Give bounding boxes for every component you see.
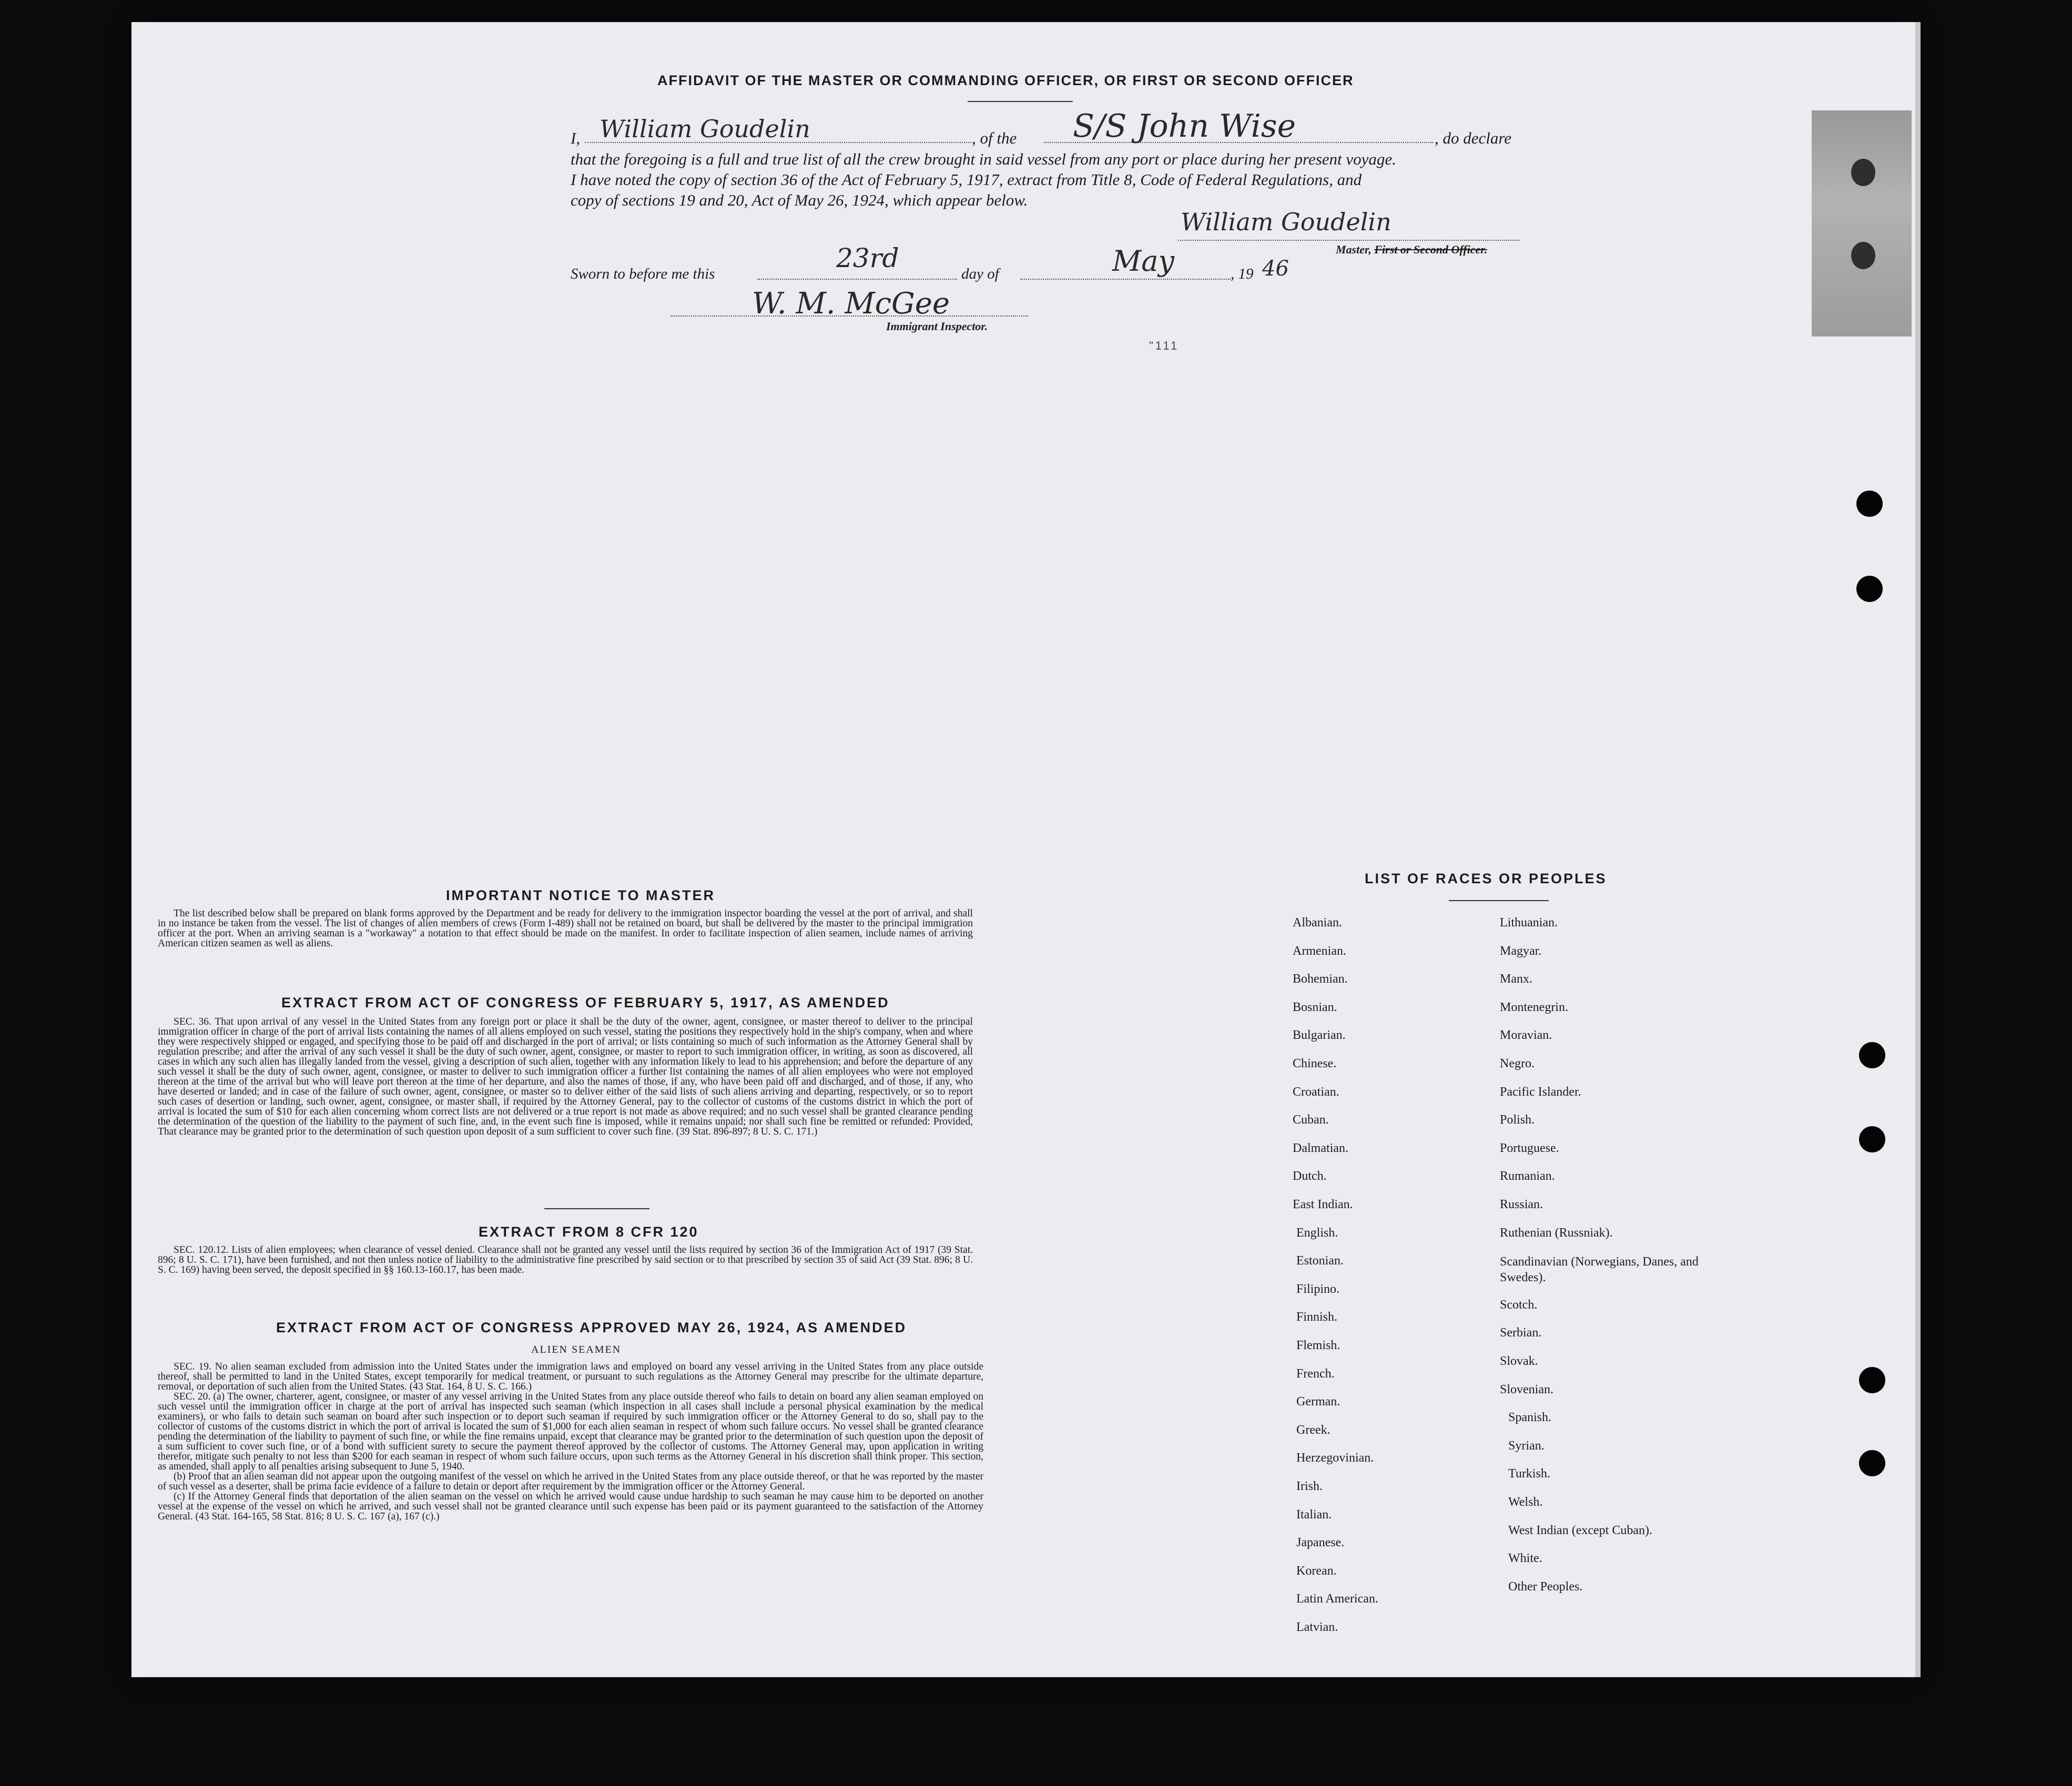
races-title: LIST OF RACES OR PEOPLES — [1365, 871, 1607, 886]
master-caption-1: Master, — [1336, 243, 1372, 256]
do-declare-label: , do declare — [1435, 129, 1512, 147]
race-item-right: Manx. — [1500, 972, 1532, 986]
punch-hole — [1851, 159, 1875, 186]
race-item-left: Latin American. — [1296, 1592, 1378, 1606]
race-item-left: Korean. — [1296, 1564, 1337, 1578]
notice-paragraph: The list described below shall be prepared on blank forms approved by the Department and be ready for delivery to the immigration inspector boarding the vessel at the port of arrival, and shall in no instance be taken from the vessel. The list of changes of alien members of crews (Form I-489) shall not be retained on board, but shall be delivered by the master to the principal immigration officer at the port. When an arriving seaman is a "workaway" a notation to that effect should be made on the manifest. In order to facilitate inspection of alien seamen, include names of arriving American citizen seamen as well as aliens. — [158, 908, 973, 949]
affidavit-i: I, — [571, 129, 581, 147]
sec-20b-paragraph: (b) Proof that an alien seaman did not appear upon the outgoing manifest of the vessel on which he arrived in the United States from any place outside thereof, or that he was reported by the master of such vessel as a deserter, shall be prima facie evidence of a failure to detain or deport after requirement by the immigration officer or the Attorney General. — [158, 1471, 983, 1492]
section-rule — [544, 1208, 649, 1209]
punch-hole — [1859, 1367, 1885, 1393]
affidavit-line-2: that the foregoing is a full and true list of all the crew brought in said vessel from any port or place during her present voyage. — [571, 150, 1396, 168]
race-item-left: Flemish. — [1296, 1339, 1340, 1352]
race-item-left: German. — [1296, 1395, 1340, 1409]
sec-36-paragraph: SEC. 36. That upon arrival of any vessel in the United States from any foreign port or place it shall be the duty of the owner, agent, consignee, or master thereof to deliver to the principal immigration officer in charge of the port of arrival lists containing the names of all aliens employed on such vessel, stating the positions they respectively hold in the ship's company, when and where they were respectively shipped or engaged, and specifying those to be paid off and discharged in the port of arrival; or lists containing so much of such information as the Attorney General shall by regulation prescribe; and after the arrival of any such vessel it shall be the duty of such owner, agent, consignee, or master to report to such immigration officer, in writing, as soon as discovered, all cases in which any such alien has illegally landed from the vessel, giving a description of such alien, together with any information likely to lead to his apprehension; and before the departure of any such vessel it shall be the duty of such owner, agent, consignee, or master to deliver to such immigration officer a further list containing the names of all alien employees who were not employed thereon at the time of the arrival but who will leave port thereon at the time of her departure, and also the names of those, if any, who have been paid off and discharged, and of those, if any, who have deserted or landed; and in case of the failure of such owner, agent, consignee, or master so to deliver either of the said lists of such aliens arriving and departing, respectively, or so to report such cases of desertion or landing, such owner, agent, consignee, or master shall, if required by the Attorney General, pay to the collector of customs of the customs district in which the port of arrival is located the sum of $10 for each alien concerning whom correct lists are not delivered or a true report is not made as above required; and no such vessel shall be granted clearance pending the determination of the question of the liability to the payment of such fine, and, in the event such fine is imposed, while it remains unpaid; nor shall such fine be remitted or refunded: Provided, That clearance may be granted prior to the determination of such question upon deposit of a sum sufficient to cover such fine. (39 Stat. 896-897; 8 U. S. C. 171.) — [158, 1016, 973, 1137]
sworn-month-line — [1020, 279, 1231, 280]
binding-tape — [1812, 110, 1912, 336]
race-item-right: West Indian (except Cuban). — [1508, 1523, 1652, 1537]
race-item-left: Dalmatian. — [1293, 1141, 1348, 1155]
race-item-right: Other Peoples. — [1508, 1579, 1583, 1594]
extract-cfr-body — [158, 1245, 973, 1275]
race-item-left: Japanese. — [1296, 1536, 1345, 1550]
of-the-label: , of the — [972, 129, 1017, 147]
race-item-left: Cuban. — [1293, 1113, 1329, 1127]
master-caption-2: First or Second Officer. — [1374, 243, 1488, 256]
race-item-right: Slovak. — [1500, 1354, 1538, 1368]
race-item-left: Estonian. — [1296, 1254, 1344, 1268]
notice-body — [158, 909, 973, 948]
race-item-left: Herzegovinian. — [1296, 1451, 1374, 1465]
race-item-left: Croatian. — [1293, 1085, 1339, 1099]
extract-1924-title: EXTRACT FROM ACT OF CONGRESS APPROVED MAY 26, 1924, AS AMENDED — [276, 1320, 907, 1335]
race-item-right: Magyar. — [1500, 944, 1542, 958]
title-rule — [968, 101, 1073, 102]
races-rule — [1449, 900, 1549, 901]
race-item-right: Montenegrin. — [1500, 1000, 1568, 1014]
extract-1917-body — [158, 1017, 973, 1137]
vessel-name: S/S John Wise — [1073, 108, 1296, 145]
race-item-left: Filipino. — [1296, 1282, 1340, 1296]
race-item-right: Serbian. — [1500, 1326, 1542, 1340]
race-item-left: Latvian. — [1296, 1620, 1338, 1634]
race-item-left: Finnish. — [1296, 1310, 1338, 1324]
race-item-right: Moravian. — [1500, 1028, 1552, 1043]
sworn-day: 23rd — [836, 243, 899, 273]
inspector-caption: Immigrant Inspector. — [886, 320, 988, 333]
race-item-right: Scandinavian (Norwegians, Danes, and Swedes). — [1500, 1255, 1699, 1285]
affidavit-line-3: I have noted the copy of section 36 of the Act of February 5, 1917, extract from Title 8, Code of Federal Regulations, and — [571, 170, 1362, 189]
race-item-right: Russian. — [1500, 1198, 1543, 1211]
alien-seamen-subtitle: ALIEN SEAMEN — [531, 1344, 622, 1355]
race-item-right: Rumanian. — [1500, 1169, 1555, 1183]
punch-hole — [1859, 1450, 1885, 1476]
race-item-left: Greek. — [1296, 1423, 1330, 1437]
master-caption — [1336, 243, 1487, 257]
race-item-left: English. — [1296, 1226, 1338, 1240]
master-signature: William Goudelin — [1181, 208, 1392, 236]
race-item-left: Bosnian. — [1293, 1000, 1337, 1014]
race-item-left: French. — [1296, 1366, 1335, 1381]
race-item-right: Ruthenian (Russniak). — [1500, 1226, 1613, 1240]
race-item-right: Slovenian. — [1500, 1382, 1553, 1396]
race-item-left: Bulgarian. — [1293, 1028, 1346, 1043]
sworn-month: May — [1112, 244, 1174, 278]
stray-mark: "111 — [1149, 339, 1180, 352]
extract-1924-body — [158, 1362, 983, 1522]
race-item-right: Pacific Islander. — [1500, 1085, 1581, 1099]
notice-title: IMPORTANT NOTICE TO MASTER — [446, 887, 715, 903]
race-item-right: Portuguese. — [1500, 1141, 1559, 1155]
race-item-right: White. — [1508, 1552, 1542, 1566]
page-edge — [1915, 22, 1921, 1677]
punch-hole — [1856, 491, 1883, 517]
extract-cfr-title: EXTRACT FROM 8 CFR 120 — [479, 1224, 699, 1240]
race-item-right: Negro. — [1500, 1057, 1535, 1070]
race-item-left: Chinese. — [1293, 1057, 1337, 1070]
sworn-day-line — [757, 279, 957, 280]
day-of-label: day of — [961, 266, 999, 282]
punch-hole — [1859, 1126, 1885, 1152]
race-item-left: Albanian. — [1293, 916, 1342, 930]
race-item-left: Armenian. — [1293, 944, 1346, 958]
race-item-left: Irish. — [1296, 1479, 1323, 1493]
race-item-right: Scotch. — [1500, 1298, 1538, 1312]
race-item-right: Turkish. — [1508, 1467, 1550, 1481]
sworn-label: Sworn to before me this — [571, 266, 715, 282]
race-item-right: Welsh. — [1508, 1495, 1543, 1509]
affidavit-line-4: copy of sections 19 and 20, Act of May 26, 1924, which appear below. — [571, 191, 1028, 209]
inspector-signature: W. M. McGee — [752, 287, 950, 321]
sec-19-paragraph: SEC. 19. No alien seaman excluded from admission into the United States under the immigration laws and employed on board any vessel arriving in the United States from any place outside thereof, shall be permitted to land in the United States, except temporarily for medical treatment, or pursuant to such regulations as the Attorney General may prescribe for the ultimate departure, removal, or deportation of such alien from the United States. (43 Stat. 164, 8 U. S. C. 166.) — [158, 1361, 983, 1392]
sec-120-12-paragraph: SEC. 120.12. Lists of alien employees; when clearance of vessel denied. Clearance shall not be granted any vessel until the lists required by section 36 of the Immigration Act of 1917 (39 Stat. 896; 8 U. S. C. 171), have been furnished, and not then unless notice of liability to the administrative fine prescribed by said section or to that prescribed by section 35 of said Act (39 Stat. 896; 8 U. S. C. 169) having been served, the deposit specified in §§ 160.13-160.17, has been made. — [158, 1244, 973, 1275]
race-item-right: Polish. — [1500, 1113, 1535, 1127]
race-item-left: East Indian. — [1293, 1198, 1353, 1211]
punch-hole — [1856, 576, 1883, 602]
affidavit-title: AFFIDAVIT OF THE MASTER OR COMMANDING OFFICER, OR FIRST OR SECOND OFFICER — [657, 73, 1354, 88]
extract-1917-title: EXTRACT FROM ACT OF CONGRESS OF FEBRUARY 5, 1917, AS AMENDED — [281, 995, 890, 1011]
race-item-left: Italian. — [1296, 1507, 1332, 1522]
race-item-left: Dutch. — [1293, 1169, 1327, 1183]
year-label: , 19 — [1231, 266, 1254, 282]
sec-20a-paragraph: SEC. 20. (a) The owner, charterer, agent, consignee, or master of any vessel arriving in the United States from any place outside thereof who fails to detain on board any alien seaman employed on such vessel until the immigration officer in charge at the port of arrival has inspected such seaman (which inspection in all cases shall include a personal physical examination by the medical examiners), or who fails to detain such seaman on board after such inspection or to deport such seaman if required by such immigration officer or the Attorney General to do so, shall pay to the collector of customs of the customs district in which the port of arrival is located the sum of $1,000 for each alien seaman in respect of whom such failure occurs. No vessel shall be granted clearance pending the determination of the liability to payment of such fine, or while the fine remains unpaid, except that clearance may be granted prior to the determination of such question upon the deposit of a sum sufficient to cover such fine, or of a bond with sufficient surety to secure the payment thereof approved by the collector of customs. The Attorney General may, upon application in writing therefor, mitigate such penalty to not less than $200 for each seaman in respect of whom such failure occurs, upon such terms as the Attorney General in his discretion shall think proper. This section, as amended, shall apply to all penalties arising subsequent to June 5, 1940. — [158, 1391, 983, 1472]
sworn-year: 46 — [1262, 257, 1289, 281]
race-item-right: Spanish. — [1508, 1411, 1552, 1425]
race-item-left: Bohemian. — [1293, 972, 1348, 986]
sec-20c-paragraph: (c) If the Attorney General finds that deportation of the alien seaman on the vessel on which he arrived would cause undue hardship to such seaman he may cause him to be deported on another vessel at the expense of the vessel on which he arrived, and such vessel shall not be granted clearance until such expense has been paid or its payment guaranteed to the satisfaction of the Attorney General. (43 Stat. 164-165, 58 Stat. 816; 8 U. S. C. 167 (a), 167 (c).) — [158, 1491, 983, 1522]
master-signature-line — [1178, 240, 1520, 241]
race-item-right: Lithuanian. — [1500, 916, 1558, 930]
signer-name: William Goudelin — [600, 115, 810, 143]
punch-hole — [1859, 1042, 1885, 1068]
punch-hole — [1851, 242, 1875, 269]
race-item-right: Syrian. — [1508, 1438, 1545, 1453]
